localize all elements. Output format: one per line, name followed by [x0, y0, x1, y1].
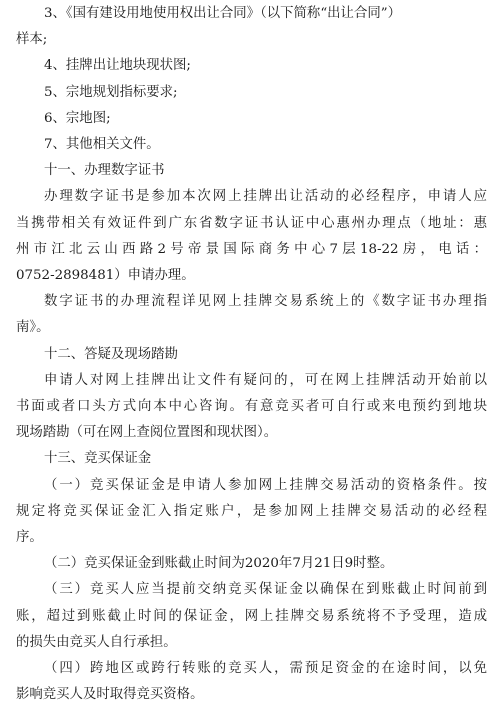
- list-item: 6、宗地图;: [44, 110, 111, 126]
- paragraph-line: （三）竞买人应当提前交纳竞买保证金以确保在到账截止时间前到: [44, 582, 487, 598]
- paragraph-line: 规定将竞买保证金汇入指定账户，是参加网上挂牌交易活动的必经程: [16, 503, 487, 519]
- paragraph-line: （二）竞买保证金到账截止时间为2020年7月21日9时整。: [44, 556, 394, 572]
- paragraph-line: 数字证书的办理流程详见网上挂牌交易系统上的《数字证书办理指: [44, 294, 487, 310]
- paragraph-line: 当携带相关有效证件到广东省数字证书认证中心惠州办理点（地址：惠: [16, 215, 487, 231]
- paragraph-line: 序。: [16, 530, 43, 545]
- paragraph-line: （一）竞买保证金是申请人参加网上挂牌交易活动的资格条件。按: [44, 477, 487, 493]
- paragraph-line: （四）跨地区或跨行转账的竞买人，需预足资金的在途时间，以免: [44, 661, 487, 676]
- paragraph-line: 申请人对网上挂牌出让文件有疑问的，可在网上挂牌活动开始前以: [44, 372, 487, 388]
- paragraph-line: 书面或者口头方式向本中心咨询。有意竞买者可自行或来电预约到地块: [16, 399, 487, 414]
- list-item: 7、其他相关文件。: [44, 137, 160, 152]
- section-heading: 十三、竞买保证金: [44, 451, 152, 467]
- paragraph-line: 办理数字证书是参加本次网上挂牌出让活动的必经程序，申请人应: [44, 189, 487, 205]
- paragraph-line: 州市江北云山西路2号帝景国际商务中心7层18-22房，电话：: [16, 241, 487, 257]
- paragraph-line: 南》。: [16, 320, 50, 336]
- list-item: 样本;: [16, 32, 48, 48]
- paragraph-line: 现场踏勘（可在网上查阅位置图和现状图）。: [16, 425, 278, 441]
- list-item: 3、《国有建设用地使用权出让合同》（以下简称“出让合同”）: [44, 6, 401, 21]
- paragraph-line: 0752-2898481）申请办理。: [16, 268, 195, 283]
- section-heading: 十一、办理数字证书: [44, 163, 165, 179]
- list-item: 4、挂牌出让地块现状图;: [44, 58, 191, 74]
- paragraph-line: 影响竞买人及时取得竞买资格。: [16, 687, 204, 703]
- paragraph-line: 的损失由竞买人自行承担。: [16, 634, 177, 650]
- paragraph-line: 账，超过到账截止时间的保证金，网上挂牌交易系统将不予受理，造成: [16, 608, 487, 624]
- section-heading: 十二、答疑及现场踏勘: [44, 346, 178, 362]
- list-item: 5、宗地规划指标要求;: [44, 84, 178, 100]
